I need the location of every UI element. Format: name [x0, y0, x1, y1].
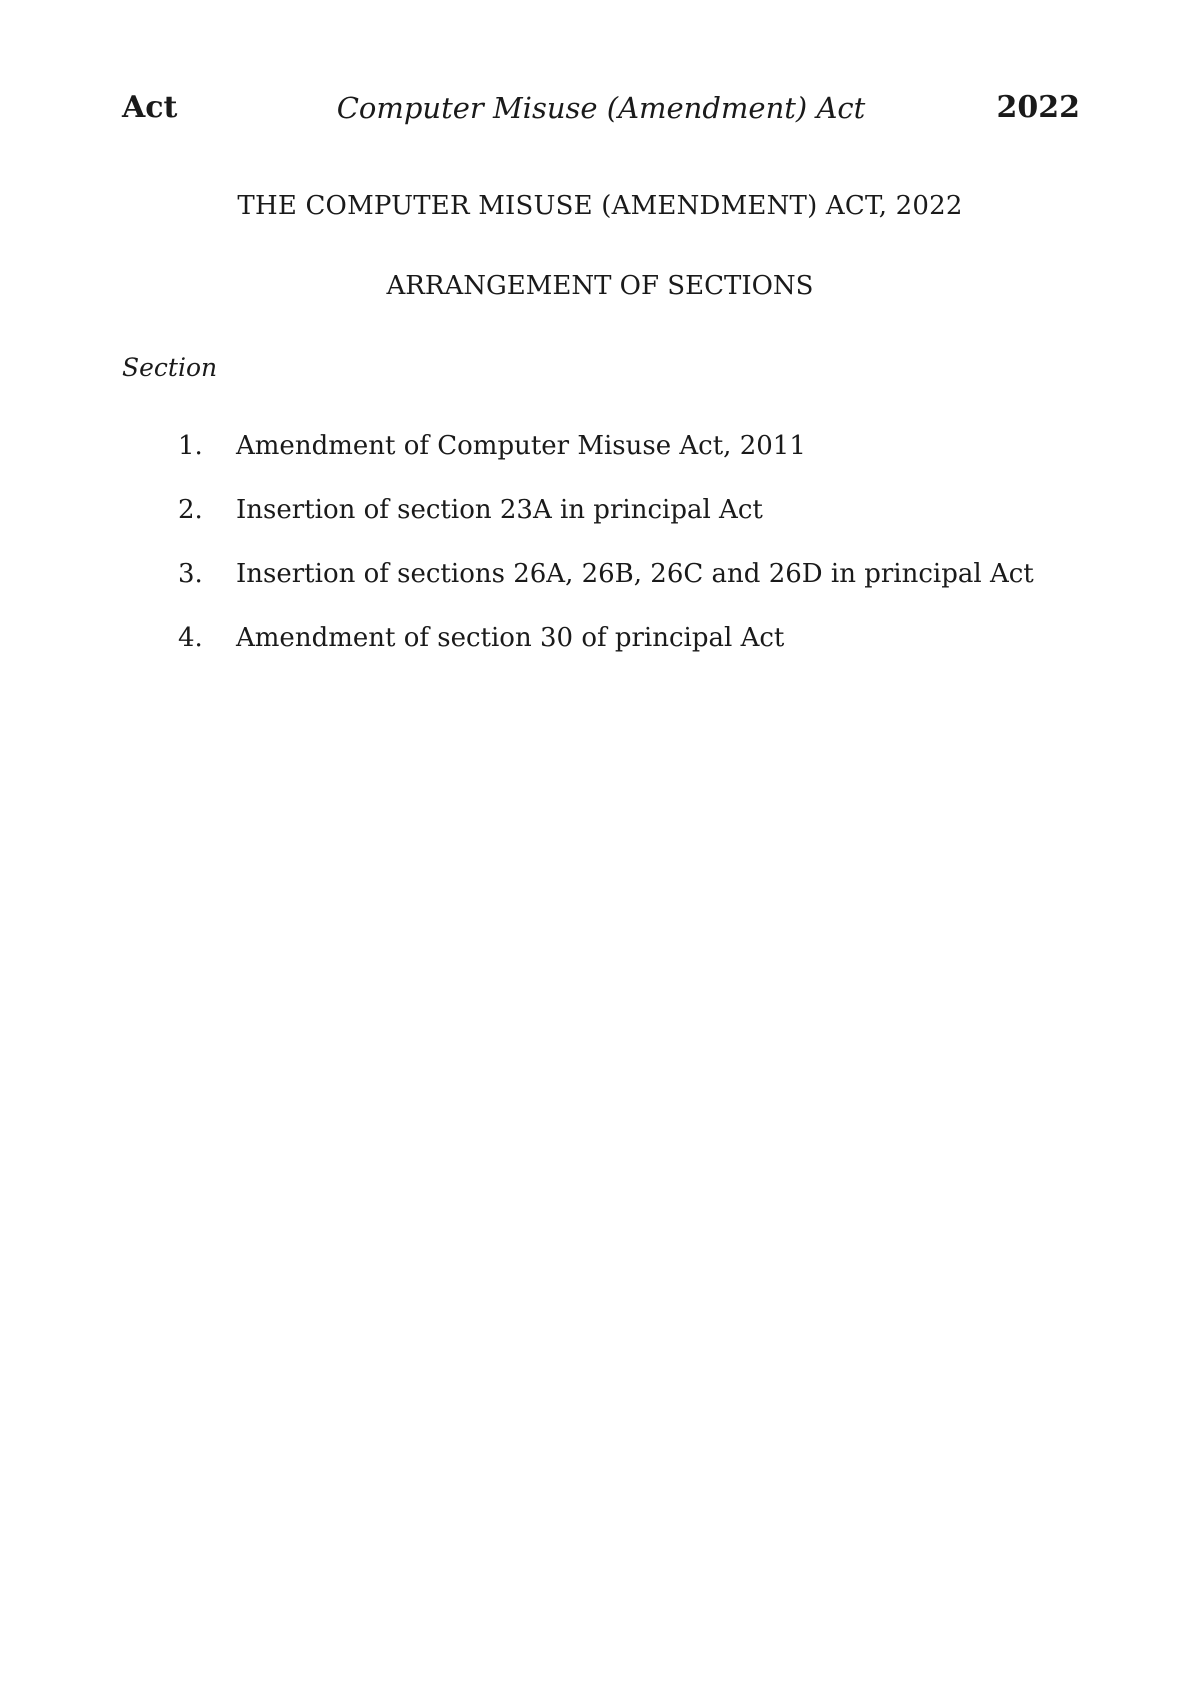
header-year: 2022	[996, 90, 1080, 125]
section-title: Amendment of Computer Misuse Act, 2011	[236, 431, 806, 461]
section-number: 2.	[178, 495, 203, 525]
section-title: Insertion of section 23A in principal Act	[236, 495, 763, 525]
section-number: 3.	[178, 559, 203, 589]
section-entry	[0, 620, 1200, 684]
section-entry	[0, 556, 1200, 620]
section-column-heading: Section	[122, 353, 218, 382]
running-header	[122, 86, 1080, 130]
header-act-name: Computer Misuse (Amendment) Act	[336, 91, 866, 125]
section-number: 1.	[178, 431, 203, 461]
arrangement-of-sections-list	[0, 428, 1200, 684]
section-title: Amendment of section 30 of principal Act	[236, 623, 785, 653]
header-act-label: Act	[122, 90, 178, 125]
section-title: Insertion of sections 26A, 26B, 26C and 26D in principal Act	[236, 559, 1034, 589]
section-entry	[0, 492, 1200, 556]
section-entry	[0, 428, 1200, 492]
section-number: 4.	[178, 623, 203, 653]
document-subtitle: ARRANGEMENT OF SECTIONS	[386, 271, 814, 301]
document-title: THE COMPUTER MISUSE (AMENDMENT) ACT, 2022	[237, 191, 963, 221]
